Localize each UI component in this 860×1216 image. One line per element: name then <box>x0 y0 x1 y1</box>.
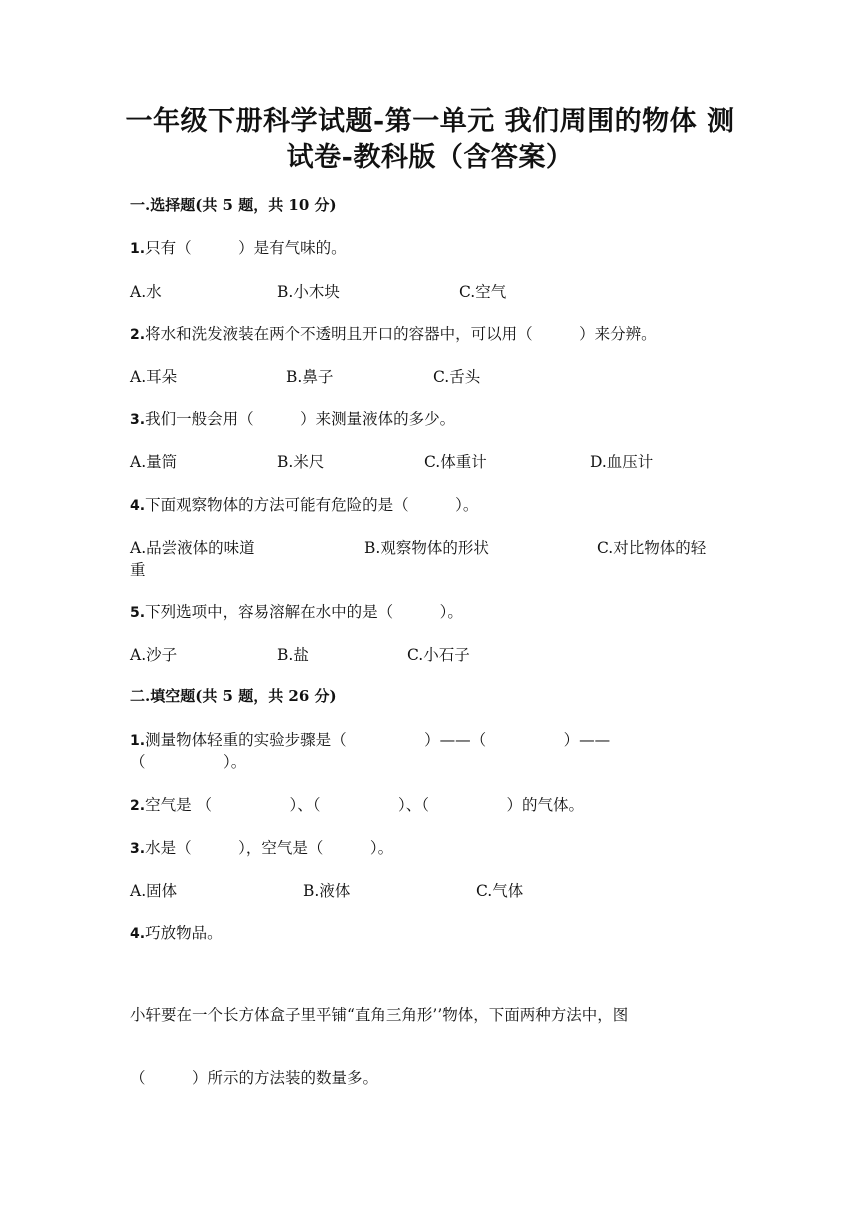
option-c: C.对比物体的轻 <box>597 539 707 557</box>
question-2-4-paragraph-2: （ ）所示的方法装的数量多。 <box>130 1069 379 1087</box>
question-text: 下面观察物体的方法可能有危险的是（ ）。 <box>145 496 479 514</box>
section-1-header: 一.选择题(共 5 题，共 10 分) <box>130 196 337 214</box>
option-c: C.空气 <box>459 283 507 301</box>
option-b: B.观察物体的形状 <box>364 539 489 557</box>
option-b: B.米尺 <box>277 453 325 471</box>
question-text: 将水和洗发液装在两个不透明且开口的容器中，可以用（ ）来分辨。 <box>145 325 657 343</box>
question-text: 水是（ ），空气是（ ）。 <box>145 839 394 857</box>
question-text: 下列选项中，容易溶解在水中的是（ ）。 <box>145 603 463 621</box>
question-number: 1. <box>130 733 146 749</box>
question-2-2 <box>130 793 584 815</box>
option-c-wrap: 重 <box>130 561 146 579</box>
question-2-3 <box>130 836 393 858</box>
question-2-1 <box>130 728 610 750</box>
question-text: 测量物体轻重的实验步骤是（ ）——（ ）—— <box>145 731 611 749</box>
option-c: C.体重计 <box>424 453 487 471</box>
option-a: A.耳朵 <box>130 368 178 386</box>
exam-title-line-2: 试卷-教科版（含答案） <box>286 142 574 173</box>
question-number: 2. <box>130 327 146 343</box>
option-a: A.水 <box>130 283 162 301</box>
option-b: B.鼻子 <box>286 368 334 386</box>
option-b: B.液体 <box>303 882 351 900</box>
option-b: B.小木块 <box>277 283 340 301</box>
question-2-4 <box>130 921 223 943</box>
option-a: A.量筒 <box>130 453 178 471</box>
question-2-1-wrap: （ ）。 <box>130 753 247 771</box>
question-number: 3. <box>130 841 146 857</box>
question-number: 4. <box>130 926 146 942</box>
question-number: 4. <box>130 498 146 514</box>
exam-title-line-1: 一年级下册科学试题-第一单元 我们周围的物体 测 <box>125 106 735 137</box>
option-b: B.盐 <box>277 646 309 664</box>
option-a: A.沙子 <box>130 646 178 664</box>
option-c: C.舌头 <box>433 368 481 386</box>
question-number: 1. <box>130 241 146 257</box>
option-c: C.小石子 <box>407 646 470 664</box>
question-text: 我们一般会用（ ）来测量液体的多少。 <box>145 410 456 428</box>
question-number: 2. <box>130 798 146 814</box>
question-number: 3. <box>130 412 146 428</box>
option-c: C.气体 <box>476 882 524 900</box>
question-text: 巧放物品。 <box>145 924 223 942</box>
question-1-3 <box>130 407 455 429</box>
question-1-2 <box>130 322 657 344</box>
question-1-4 <box>130 493 478 515</box>
question-2-4-paragraph-1: 小轩要在一个长方体盒子里平铺“直角三角形’’物体，下面两种方法中，图 <box>130 1006 629 1024</box>
section-2-header: 二.填空题(共 5 题，共 26 分) <box>130 687 337 705</box>
option-a: A.固体 <box>130 882 178 900</box>
question-text: 只有（ ）是有气味的。 <box>145 239 347 257</box>
question-number: 5. <box>130 605 146 621</box>
question-1-1 <box>130 236 347 258</box>
option-a: A.品尝液体的味道 <box>130 539 255 557</box>
question-1-5 <box>130 600 463 622</box>
question-text: 空气是 （ ）、（ ）、（ ）的气体。 <box>145 796 584 814</box>
option-d: D.血压计 <box>590 453 654 471</box>
